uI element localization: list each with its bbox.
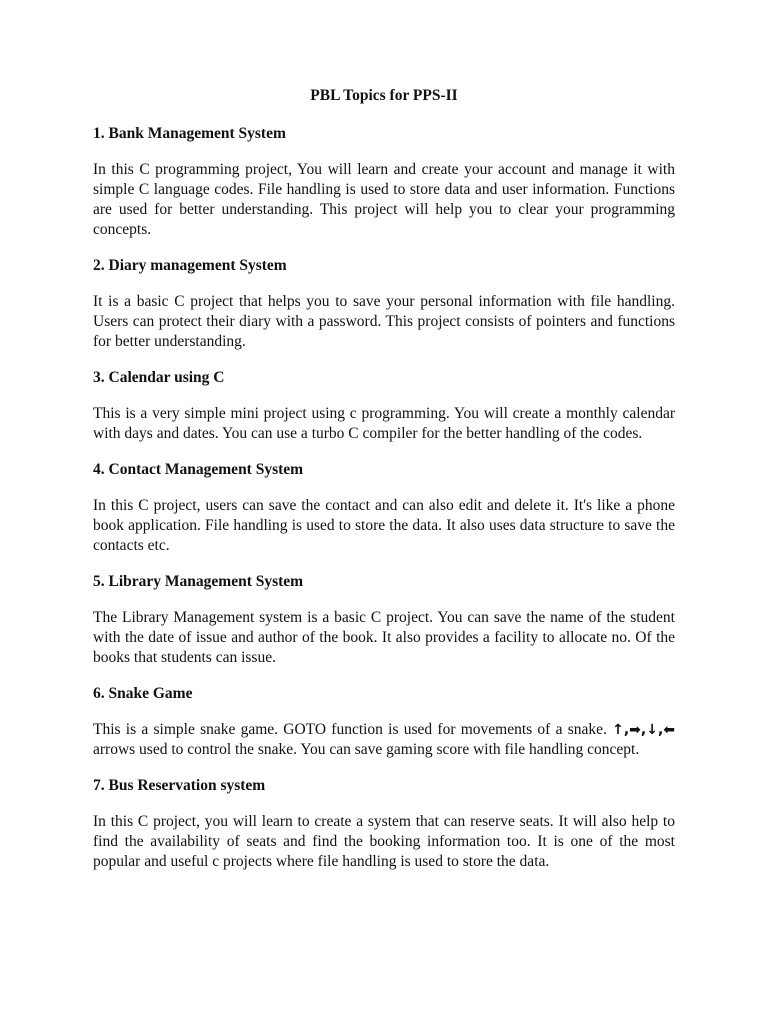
topic-description-part: This is a simple snake game. GOTO function is used for movements of a snake. xyxy=(93,721,607,738)
topic-section-5 xyxy=(93,572,675,668)
topic-heading: 1. Bank Management System xyxy=(93,125,286,142)
document-title: PBL Topics for PPS-II xyxy=(310,87,458,104)
topic-section-1 xyxy=(93,124,675,240)
topic-description: In this C project, you will learn to create a system that can reserve seats. It will also help to find the availability of seats and find the booking information too. It is one of the most popular and useful c projects where file handling is used to store the data. xyxy=(93,813,675,870)
arrow-keys-icon: ↑,➡,↓,⬅ xyxy=(612,722,675,738)
topic-description: The Library Management system is a basic C project. You can save the name of the student with the date of issue and author of the book. It also provides a facility to allocate no. Of the books that students can issue. xyxy=(93,609,675,666)
topic-section-2 xyxy=(93,256,675,352)
topic-description: In this C programming project, You will learn and create your account and manage it with simple C language codes. File handling is used to store data and user information. Functions are used for better understanding. This project will help you to clear your programming concepts. xyxy=(93,161,675,238)
document-page xyxy=(93,86,675,888)
topic-heading: 6. Snake Game xyxy=(93,685,193,702)
topic-description-part: arrows used to control the snake. You can save gaming score with file handling concept. xyxy=(93,741,640,758)
topic-section-6 xyxy=(93,684,675,760)
topic-heading: 7. Bus Reservation system xyxy=(93,777,266,794)
topic-section-7 xyxy=(93,776,675,872)
topic-description xyxy=(93,720,675,760)
topic-heading: 2. Diary management System xyxy=(93,257,287,274)
topic-description: This is a very simple mini project using c programming. You will create a monthly calendar with days and dates. You can use a turbo C compiler for the better handling of the codes. xyxy=(93,405,675,442)
topic-heading: 4. Contact Management System xyxy=(93,461,304,478)
topic-description: It is a basic C project that helps you to save your personal information with file handling. Users can protect their diary with a password. This project consists of pointers and functions for better understanding. xyxy=(93,293,675,350)
topic-heading: 5. Library Management System xyxy=(93,573,304,590)
topic-section-4 xyxy=(93,460,675,556)
topic-section-3 xyxy=(93,368,675,444)
topic-heading: 3. Calendar using C xyxy=(93,369,225,386)
topic-description: In this C project, users can save the contact and can also edit and delete it. It's like a phone book application. File handling is used to store the data. It also uses data structure to save the contacts etc. xyxy=(93,497,675,554)
